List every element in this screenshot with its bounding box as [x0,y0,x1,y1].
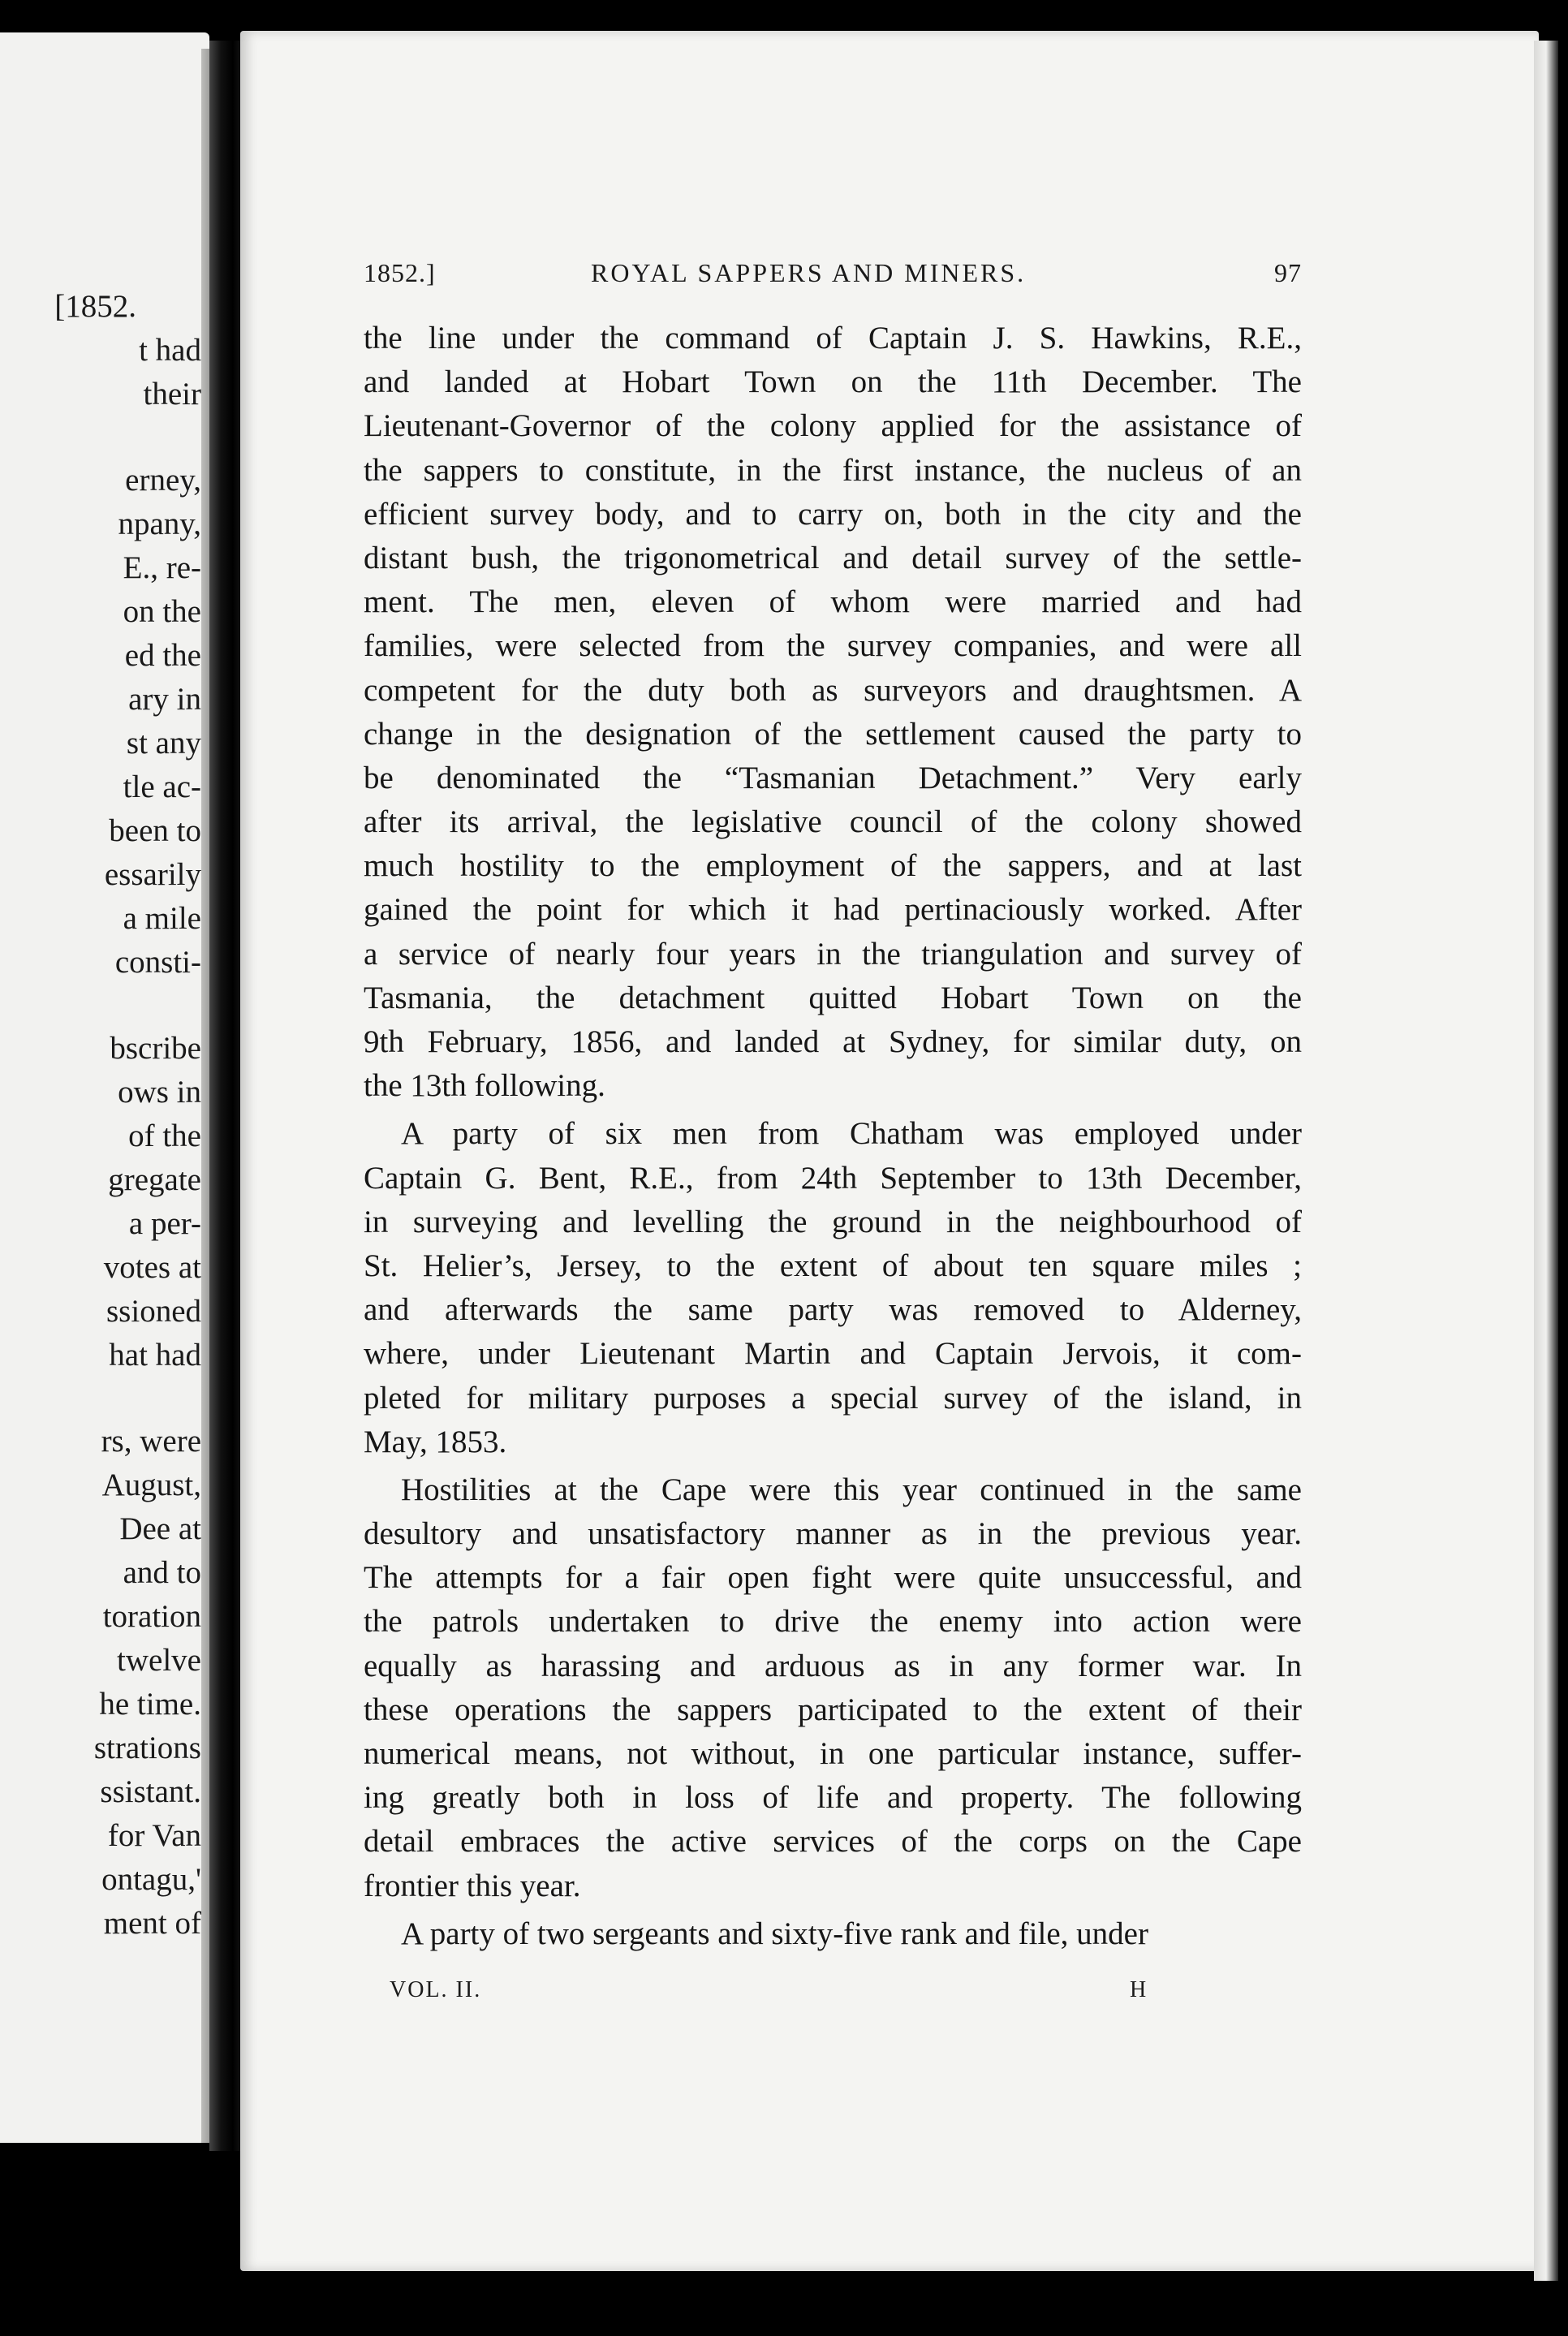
header-year: 1852.] [364,258,436,287]
text-line: St. Helier’s, Jersey, to the extent of about ten square miles ; [364,1248,1302,1283]
text-line: much hostility to the employment of the sappers, and at last [364,848,1302,884]
left-page-line: E., re- [123,550,201,585]
text-line: equally as harassing and arduous as in any former war. In [364,1648,1302,1683]
left-page-line: August, [101,1468,201,1502]
left-page-line: ment of [103,1906,201,1941]
left-page-line: erney, [125,463,201,498]
text-line: ment. The men, eleven of whom were married and had [364,584,1302,620]
left-page-line: for Van [107,1818,201,1853]
paragraph [364,1912,1302,1956]
text-line: the 13th following. [364,1068,605,1104]
text-line: a service of nearly four years in the triangulation and survey of [364,936,1302,972]
text-line: efficient survey body, and to carry on, both in the city and the [364,496,1302,532]
text-line: detail embraces the active services of the corps on the Cape [364,1824,1302,1860]
left-page-line: tle ac- [123,769,201,804]
paragraph [364,1112,1302,1464]
text-line: and landed at Hobart Town on the 11th December. The [364,364,1302,400]
text-line: Captain G. Bent, R.E., from 24th September to 13th December, [364,1160,1302,1196]
text-line: the sappers to constitute, in the first instance, the nucleus of an [364,452,1302,488]
text-line: The attempts for a fair open fight were quite unsuccessful, and [364,1560,1302,1596]
running-header [364,258,1302,295]
text-line: numerical means, not without, in one particular instance, suffer- [364,1736,1302,1771]
left-page-line: ssioned [106,1294,201,1329]
left-page-line: rs, were [101,1424,201,1459]
left-page-line: ed the [124,638,201,673]
header-title: ROYAL SAPPERS AND MINERS. [591,258,1027,287]
right-page-edge [1534,41,1558,2281]
left-page-line: ary in [128,682,201,717]
left-page-line: essarily [104,857,201,892]
text-line: A party of two sergeants and sixty-five rank and file, under [401,1916,1148,1951]
left-page-line: he time. [99,1687,201,1722]
text-line: A party of six men from Chatham was employed under [401,1116,1302,1152]
text-line: 9th February, 1856, and landed at Sydney, for similar duty, on [364,1024,1302,1059]
text-line: after its arrival, the legislative council of the colony showed [364,804,1302,840]
text-line: the line under the command of Captain J. S. Hawkins, R.E., [364,321,1302,356]
left-page-line: and to [123,1555,201,1590]
left-page-line: ssistant. [100,1774,201,1809]
text-line: these operations the sappers participated to the extent of their [364,1692,1302,1727]
left-page-line: npany, [118,506,201,541]
left-page-line: hat had [109,1338,201,1373]
text-line: competent for the duty both as surveyors and draughtsmen. A [364,672,1302,708]
left-page-line: on the [123,594,201,629]
text-line: desultory and unsatisfactory manner as in the previous year. [364,1516,1302,1552]
left-facing-page [0,32,209,2143]
left-page-line: of the [128,1118,201,1153]
text-line: in surveying and levelling the ground in the neighbourhood of [364,1204,1302,1239]
left-page-line: twelve [117,1643,201,1678]
text-line: distant bush, the trigonometrical and detail survey of the settle- [364,540,1302,575]
text-line: Lieutenant-Governor of the colony applied for the assistance of [364,408,1302,444]
paragraph [364,317,1302,1108]
signature-mark: H [1130,1977,1148,2002]
text-line: families, were selected from the survey companies, and were all [364,628,1302,664]
text-line: Tasmania, the detachment quitted Hobart Town on the [364,980,1302,1015]
text-line: change in the designation of the settlement caused the party to [364,716,1302,752]
text-line: ing greatly both in loss of life and property. The following [364,1780,1302,1816]
text-line: gained the point for which it had pertinaciously worked. After [364,892,1302,928]
text-line: where, under Lieutenant Martin and Captain Jervois, it com- [364,1336,1302,1372]
left-page-line: toration [102,1599,201,1634]
left-page-line: their [143,377,201,412]
volume-signature: VOL. II. [390,1977,482,2002]
left-page-line: gregate [108,1162,201,1197]
left-page-line: bscribe [110,1031,201,1066]
left-page-line: votes at [103,1250,201,1285]
left-page-line: ows in [118,1075,201,1110]
left-page-line: consti- [114,945,201,980]
left-page-line: been to [109,813,201,848]
text-line: pleted for military purposes a special survey of the island, in [364,1380,1302,1416]
left-page-line: strations [93,1730,201,1765]
page-number: 97 [1274,258,1302,287]
text-line: and afterwards the same party was removed to Alderney, [364,1292,1302,1328]
left-page-line: a per- [128,1206,201,1241]
text-line: frontier this year. [364,1868,581,1903]
left-page-line: [1852. [54,289,136,324]
left-page-line: ontagu,' [101,1862,201,1897]
body-text [364,317,1302,1960]
paragraph [364,1468,1302,1908]
left-page-line: t had [139,333,201,368]
left-page-line: a mile [123,901,201,936]
left-page-line: Dee at [119,1511,201,1546]
text-line: Hostilities at the Cape were this year continued in the same [401,1472,1302,1507]
left-page-line: st any [126,726,201,761]
text-line: be denominated the “Tasmanian Detachment.” Very early [364,760,1302,795]
text-line: the patrols undertaken to drive the enemy into action were [364,1604,1302,1640]
text-line: May, 1853. [364,1424,507,1459]
